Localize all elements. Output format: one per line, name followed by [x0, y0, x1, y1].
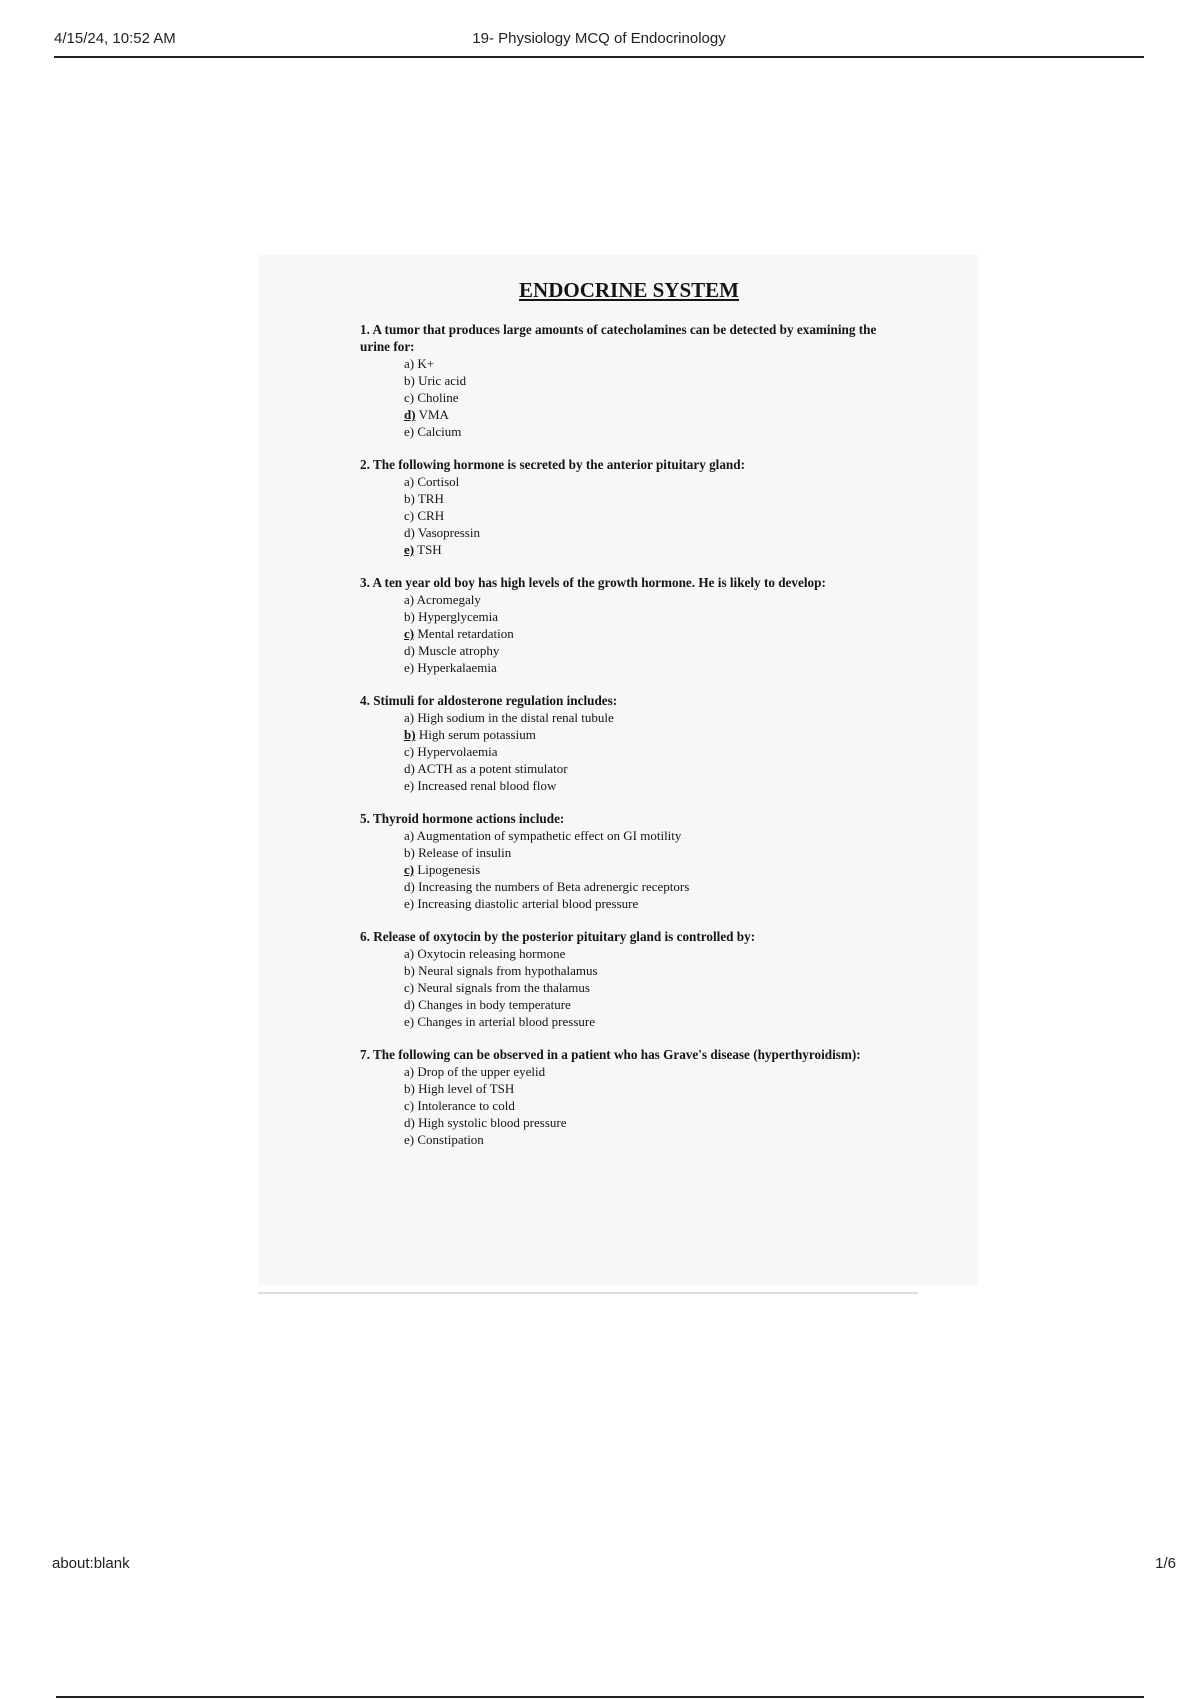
correct-answer-letter: c) — [404, 862, 415, 877]
question-2 — [360, 456, 880, 558]
question-text: 6. Release of oxytocin by the posterior pituitary gland is controlled by: — [360, 929, 756, 944]
option-letter: e) — [404, 424, 415, 439]
scan-edge-divider — [258, 1292, 918, 1294]
option-letter: c) — [404, 1098, 415, 1113]
option-letter: d) — [404, 997, 415, 1012]
answer-option — [404, 777, 880, 794]
option-text: Vasopressin — [417, 525, 480, 540]
option-text: Drop of the upper eyelid — [417, 1064, 546, 1079]
option-letter: e) — [404, 896, 415, 911]
option-letter: b) — [404, 963, 415, 978]
option-text: TSH — [417, 542, 442, 557]
option-text: CRH — [417, 508, 445, 523]
question-6 — [360, 928, 880, 1030]
document-content — [360, 278, 880, 1164]
question-text: 2. The following hormone is secreted by the anterior pituitary gland: — [360, 457, 745, 472]
answer-option — [404, 726, 880, 743]
answer-option — [404, 1063, 880, 1080]
option-text: Intolerance to cold — [417, 1098, 515, 1113]
answer-option — [404, 1013, 880, 1030]
question-text: 7. The following can be observed in a patient who has Grave's disease (hyperthyroidism): — [360, 1047, 861, 1062]
answer-option — [404, 659, 880, 676]
print-footer-url: about:blank — [52, 1555, 130, 1572]
option-letter: a) — [404, 1064, 415, 1079]
answer-option — [404, 878, 880, 895]
option-list — [360, 945, 880, 1030]
option-letter: b) — [404, 609, 415, 624]
option-letter: a) — [404, 828, 415, 843]
option-text: Acromegaly — [416, 592, 481, 607]
correct-answer-letter: b) — [404, 727, 416, 742]
option-letter: c) — [404, 390, 415, 405]
bottom-divider — [56, 1696, 1144, 1698]
answer-option — [404, 355, 880, 372]
option-text: Lipogenesis — [417, 862, 481, 877]
option-text: TRH — [417, 491, 444, 506]
option-text: High serum potassium — [418, 727, 536, 742]
answer-option — [404, 895, 880, 912]
option-text: Neural signals from hypothalamus — [418, 963, 598, 978]
option-letter: b) — [404, 1081, 415, 1096]
print-header — [54, 26, 1144, 58]
answer-option — [404, 760, 880, 777]
option-letter: d) — [404, 525, 415, 540]
option-letter: e) — [404, 1014, 415, 1029]
answer-option — [404, 524, 880, 541]
question-4 — [360, 692, 880, 794]
option-letter: c) — [404, 508, 415, 523]
answer-option — [404, 945, 880, 962]
option-letter: a) — [404, 356, 415, 371]
answer-option — [404, 608, 880, 625]
option-text: Mental retardation — [417, 626, 514, 641]
correct-answer-letter: c) — [404, 626, 415, 641]
option-letter: e) — [404, 660, 415, 675]
option-text: ACTH as a potent stimulator — [417, 761, 568, 776]
answer-option — [404, 389, 880, 406]
answer-option — [404, 507, 880, 524]
print-page-title: 19- Physiology MCQ of Endocrinology — [472, 30, 726, 47]
option-text: Augmentation of sympathetic effect on GI motility — [416, 828, 682, 843]
option-text: Hypervolaemia — [417, 744, 498, 759]
option-text: Oxytocin releasing hormone — [417, 946, 566, 961]
option-text: Choline — [417, 390, 459, 405]
option-text: Constipation — [417, 1132, 484, 1147]
answer-option — [404, 625, 880, 642]
option-letter: a) — [404, 946, 415, 961]
option-letter: d) — [404, 643, 415, 658]
answer-option — [404, 1080, 880, 1097]
option-letter: a) — [404, 592, 415, 607]
answer-option — [404, 490, 880, 507]
option-text: VMA — [418, 407, 449, 422]
answer-option — [404, 844, 880, 861]
question-list — [360, 321, 880, 1148]
option-list — [360, 473, 880, 558]
question-7 — [360, 1046, 880, 1148]
option-text: Calcium — [417, 424, 462, 439]
option-list — [360, 827, 880, 912]
option-letter: d) — [404, 1115, 415, 1130]
option-list — [360, 1063, 880, 1148]
question-text: 3. A ten year old boy has high levels of the growth hormone. He is likely to develop: — [360, 575, 826, 590]
option-text: High sodium in the distal renal tubule — [417, 710, 614, 725]
answer-option — [404, 996, 880, 1013]
option-text: High systolic blood pressure — [418, 1115, 567, 1130]
answer-option — [404, 979, 880, 996]
question-text: 4. Stimuli for aldosterone regulation includes: — [360, 693, 618, 708]
option-text: Hyperglycemia — [418, 609, 498, 624]
answer-option — [404, 709, 880, 726]
option-letter: d) — [404, 761, 415, 776]
option-text: Uric acid — [418, 373, 467, 388]
option-text: Cortisol — [417, 474, 460, 489]
option-text: Release of insulin — [418, 845, 512, 860]
answer-option — [404, 372, 880, 389]
print-datetime: 4/15/24, 10:52 AM — [54, 30, 176, 47]
option-text: High level of TSH — [418, 1081, 515, 1096]
option-text: Muscle atrophy — [418, 643, 500, 658]
answer-option — [404, 1097, 880, 1114]
option-letter: e) — [404, 1132, 415, 1147]
document-title: ENDOCRINE SYSTEM — [519, 278, 739, 302]
question-3 — [360, 574, 880, 676]
option-text: K+ — [417, 356, 435, 371]
option-list — [360, 591, 880, 676]
correct-answer-letter: d) — [404, 407, 416, 422]
option-list — [360, 709, 880, 794]
question-5 — [360, 810, 880, 912]
option-letter: b) — [404, 373, 415, 388]
option-text: Increasing diastolic arterial blood pressure — [417, 896, 639, 911]
option-letter: a) — [404, 474, 415, 489]
answer-option — [404, 406, 880, 423]
answer-option — [404, 743, 880, 760]
answer-option — [404, 962, 880, 979]
answer-option — [404, 541, 880, 558]
question-text: 5. Thyroid hormone actions include: — [360, 811, 565, 826]
answer-option — [404, 861, 880, 878]
question-text: 1. A tumor that produces large amounts of catecholamines can be detected by examining the urine for: — [360, 322, 877, 354]
option-letter: c) — [404, 744, 415, 759]
option-letter: a) — [404, 710, 415, 725]
option-letter: b) — [404, 491, 415, 506]
answer-option — [404, 473, 880, 490]
answer-option — [404, 591, 880, 608]
answer-option — [404, 1131, 880, 1148]
option-letter: d) — [404, 879, 415, 894]
option-letter: c) — [404, 980, 415, 995]
option-text: Neural signals from the thalamus — [417, 980, 590, 995]
option-text: Increasing the numbers of Beta adrenergic receptors — [418, 879, 690, 894]
answer-option — [404, 1114, 880, 1131]
option-text: Changes in arterial blood pressure — [417, 1014, 595, 1029]
option-letter: e) — [404, 778, 415, 793]
correct-answer-letter: e) — [404, 542, 415, 557]
option-text: Changes in body temperature — [418, 997, 571, 1012]
answer-option — [404, 423, 880, 440]
option-text: Hyperkalaemia — [417, 660, 497, 675]
question-1 — [360, 321, 880, 440]
answer-option — [404, 827, 880, 844]
option-text: Increased renal blood flow — [417, 778, 557, 793]
option-list — [360, 355, 880, 440]
print-footer-page-number: 1/6 — [1155, 1555, 1176, 1572]
option-letter: b) — [404, 845, 415, 860]
answer-option — [404, 642, 880, 659]
